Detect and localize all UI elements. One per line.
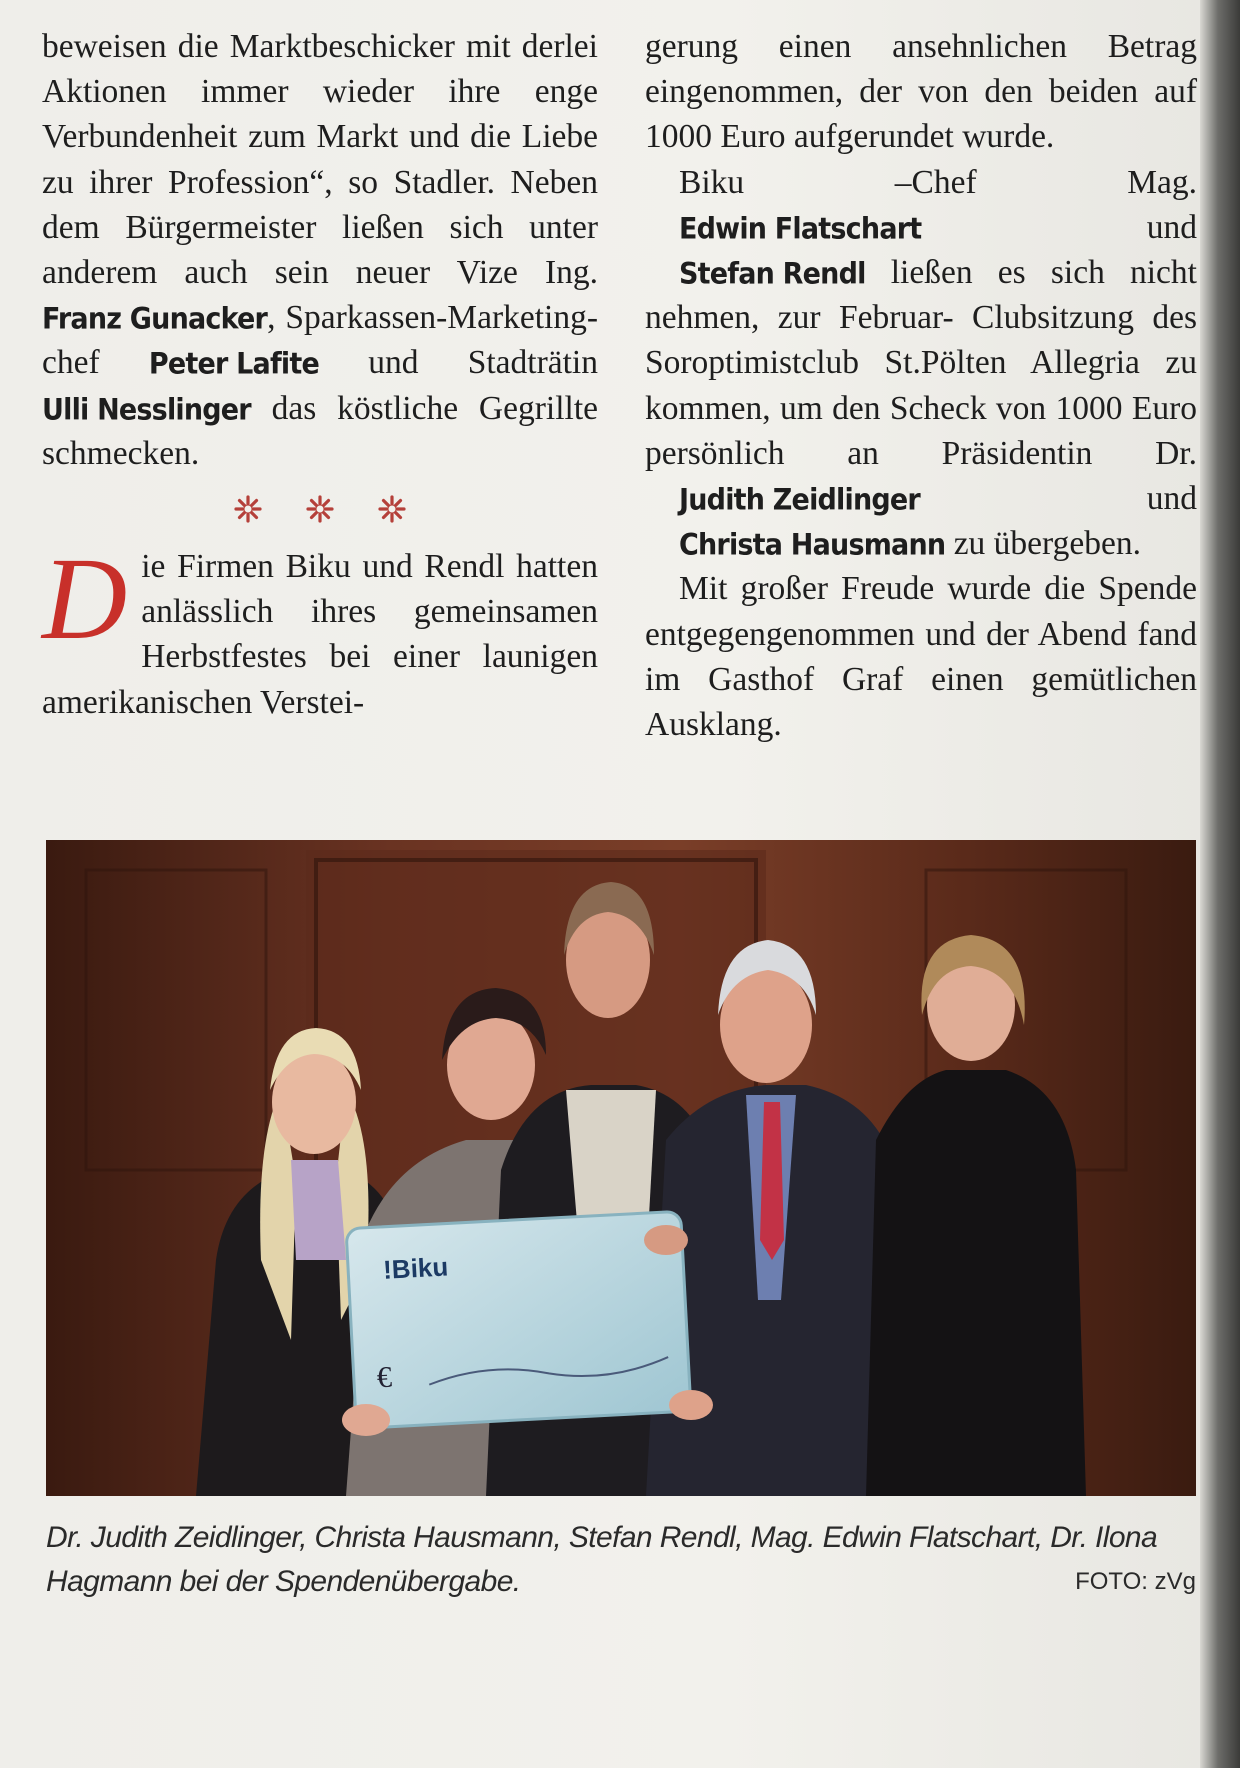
paragraph: beweisen die Marktbeschicker mit derlei Aktionen immer wieder ihre enge Verbundenheit zum Markt und die Liebe zu ihrer Profession“, so Stadler. Neben dem Bürgermeister ließen sich unter anderem auch sein neuer Vize Ing. Franz Gunacker, Sparkassen-Marketingchef Peter Lafite und Stadträtin Ulli Nesslinger das köstliche Gegrillte schmecken. <box>42 28 598 472</box>
person-name: Ulli Nesslinger <box>42 393 251 427</box>
article-column-right <box>645 24 1197 747</box>
paragraph: gerung einen ansehnlichen Betrag eingenommen, der von den beiden auf 1000 Euro aufgerundet wurde. <box>645 28 1197 156</box>
asterisk-icon <box>378 495 406 523</box>
page-edge-shadow <box>1200 0 1240 1768</box>
person-name: Peter Lafite <box>148 348 319 382</box>
paragraph: Biku –Chef Mag. Edwin Flatschart und Stefan Rendl ließen es sich nicht nehmen, zur Februar- Clubsitzung des Soroptimistclub St.Pölten Allegria zu kommen, um den Scheck von 1000 Euro persönlich an Präsidentin Dr. Judith Zeidlinger und Christa Hausmann zu übergeben. <box>645 163 1197 563</box>
person-name: Stefan Rendl <box>679 257 866 292</box>
photo-caption <box>46 1516 1196 1604</box>
article-column-left <box>42 24 598 725</box>
person-name: Judith Zeidlinger <box>679 483 920 518</box>
person-name: Edwin Flatschart <box>679 212 922 247</box>
person-name: Franz Gunacker <box>42 302 268 337</box>
asterisk-icon <box>306 495 334 523</box>
person-name: Christa Hausmann <box>679 528 946 563</box>
drop-cap: D <box>42 533 128 665</box>
asterisk-icon <box>234 495 262 523</box>
photo-credit: FOTO: zVg <box>1075 1568 1196 1595</box>
cheque-currency: € <box>375 1360 393 1395</box>
group-photo <box>46 840 1196 1496</box>
paragraph: Mit großer Freude wurde die Spende entgegengenommen und der Abend fand im Gasthof Graf einen gemütlichen Ausklang. <box>645 570 1197 744</box>
section-separator <box>42 484 598 528</box>
paragraph: Die Firmen Biku und Rendl hatten anlässlich ihres gemeinsamen Herbstfestes bei einer launigen amerikanischen Verstei- <box>42 533 598 721</box>
caption-text: Dr. Judith Zeidlinger, Christa Hausmann, Stefan Rendl, Mag. Edwin Flatschart, Dr. Ilona Hagmann bei der Spendenübergabe. <box>46 1521 1158 1598</box>
cheque-brand: !Biku <box>382 1251 449 1285</box>
photo-illustration <box>46 840 1196 1496</box>
